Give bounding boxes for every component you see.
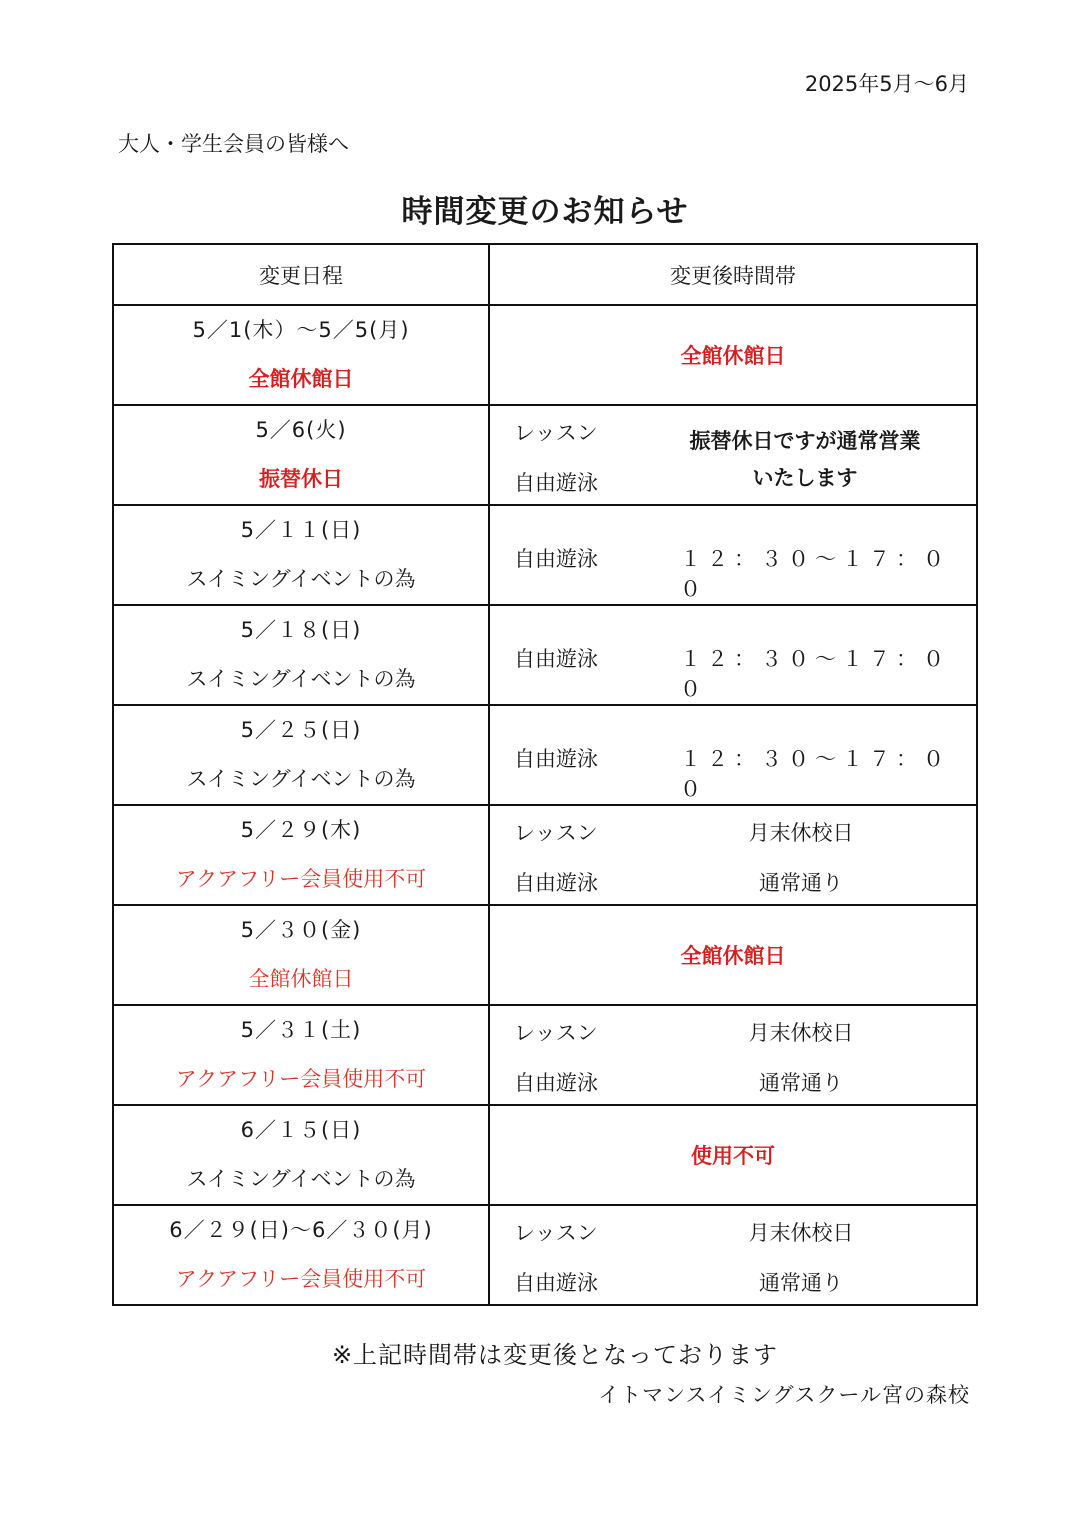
free-swim-label: 自由遊泳 bbox=[514, 547, 598, 571]
date-note: アクアフリー会員使用不可 bbox=[175, 1267, 427, 1291]
lesson-label: レッスン bbox=[514, 821, 598, 845]
schedule-table bbox=[112, 243, 978, 1306]
free-swim-label: 自由遊泳 bbox=[514, 471, 598, 495]
closed-message: 全館休館日 bbox=[489, 305, 977, 405]
free-swim-label: 自由遊泳 bbox=[514, 871, 598, 895]
date-text: 5／6(火) bbox=[255, 418, 347, 442]
date-note: スイミングイベントの為 bbox=[186, 767, 416, 791]
date-text: 5／1(木）～5／5(月) bbox=[192, 318, 410, 342]
closed-message: 全館休館日 bbox=[489, 905, 977, 1005]
unavailable-message: 使用不可 bbox=[489, 1105, 977, 1205]
lesson-label: レッスン bbox=[514, 1021, 598, 1045]
footnote: ※上記時間帯は変更後となっております bbox=[331, 1341, 779, 1369]
lesson-value: 月末休校日 bbox=[748, 1021, 854, 1045]
free-swim-label: 自由遊泳 bbox=[514, 1071, 598, 1095]
date-cell bbox=[113, 605, 489, 705]
time-range: １２：３０～１７：００ bbox=[680, 647, 950, 701]
lesson-label: レッスン bbox=[514, 1221, 598, 1245]
lesson-value: 月末休校日 bbox=[748, 1221, 854, 1245]
table-row bbox=[113, 405, 977, 505]
date-note: 全館休館日 bbox=[248, 367, 354, 391]
time-range: １２：３０～１７：００ bbox=[680, 547, 950, 601]
free-swim-label: 自由遊泳 bbox=[514, 1271, 598, 1295]
date-cell bbox=[113, 705, 489, 805]
date-cell bbox=[113, 1005, 489, 1105]
date-text: 6／１５(日) bbox=[240, 1118, 362, 1142]
date-note: 振替休日 bbox=[259, 467, 343, 491]
table-row bbox=[113, 305, 977, 405]
free-swim-value: 通常通り bbox=[759, 1271, 843, 1295]
time-cell bbox=[489, 805, 977, 905]
date-cell bbox=[113, 1205, 489, 1305]
time-cell bbox=[489, 505, 977, 605]
date-text: 5／１８(日) bbox=[240, 618, 362, 642]
free-swim-value: 通常通り bbox=[759, 1071, 843, 1095]
table-row bbox=[113, 1105, 977, 1205]
date-cell bbox=[113, 305, 489, 405]
time-range: １２：３０～１７：００ bbox=[680, 747, 950, 801]
date-cell bbox=[113, 505, 489, 605]
open-message bbox=[665, 423, 945, 497]
time-cell bbox=[489, 705, 977, 805]
free-swim-label: 自由遊泳 bbox=[514, 747, 598, 771]
table-row bbox=[113, 605, 977, 705]
time-cell bbox=[489, 605, 977, 705]
notice-period: 2025年5月～6月 bbox=[804, 72, 969, 96]
time-cell bbox=[489, 1005, 977, 1105]
table-row bbox=[113, 505, 977, 605]
date-note: スイミングイベントの為 bbox=[186, 567, 416, 591]
greeting: 大人・学生会員の皆様へ bbox=[118, 132, 349, 156]
table-row bbox=[113, 1005, 977, 1105]
date-text: 5／２９(木) bbox=[240, 818, 362, 842]
date-note: アクアフリー会員使用不可 bbox=[175, 867, 427, 891]
date-note: アクアフリー会員使用不可 bbox=[175, 1067, 427, 1091]
date-note: スイミングイベントの為 bbox=[186, 1167, 416, 1191]
school-name: イトマンスイミングスクール宮の森校 bbox=[598, 1383, 970, 1407]
table-row bbox=[113, 905, 977, 1005]
date-cell bbox=[113, 805, 489, 905]
date-text: 5／２５(日) bbox=[240, 718, 362, 742]
column-header-time: 変更後時間帯 bbox=[489, 244, 977, 305]
lesson-value: 月末休校日 bbox=[748, 821, 854, 845]
date-note: 全館休館日 bbox=[248, 967, 354, 991]
column-header-schedule: 変更日程 bbox=[113, 244, 489, 305]
open-message-line2: いたします bbox=[752, 466, 858, 490]
date-note: スイミングイベントの為 bbox=[186, 667, 416, 691]
free-swim-label: 自由遊泳 bbox=[514, 647, 598, 671]
table-row bbox=[113, 705, 977, 805]
lesson-label: レッスン bbox=[514, 421, 598, 445]
page-title: 時間変更のお知らせ bbox=[401, 194, 689, 230]
date-text: 5／３０(金) bbox=[240, 918, 362, 942]
table-row bbox=[113, 805, 977, 905]
free-swim-value: 通常通り bbox=[759, 871, 843, 895]
date-text: 5／１１(日) bbox=[240, 518, 362, 542]
date-cell bbox=[113, 405, 489, 505]
date-text: 6／２９(日)～6／３０(月) bbox=[169, 1218, 433, 1242]
open-message-line1: 振替休日ですが通常営業 bbox=[689, 429, 921, 453]
time-cell bbox=[489, 1205, 977, 1305]
time-cell bbox=[489, 405, 977, 505]
date-text: 5／３１(土) bbox=[240, 1018, 362, 1042]
table-row bbox=[113, 1205, 977, 1305]
date-cell bbox=[113, 905, 489, 1005]
table-header-row bbox=[113, 244, 977, 305]
date-cell bbox=[113, 1105, 489, 1205]
